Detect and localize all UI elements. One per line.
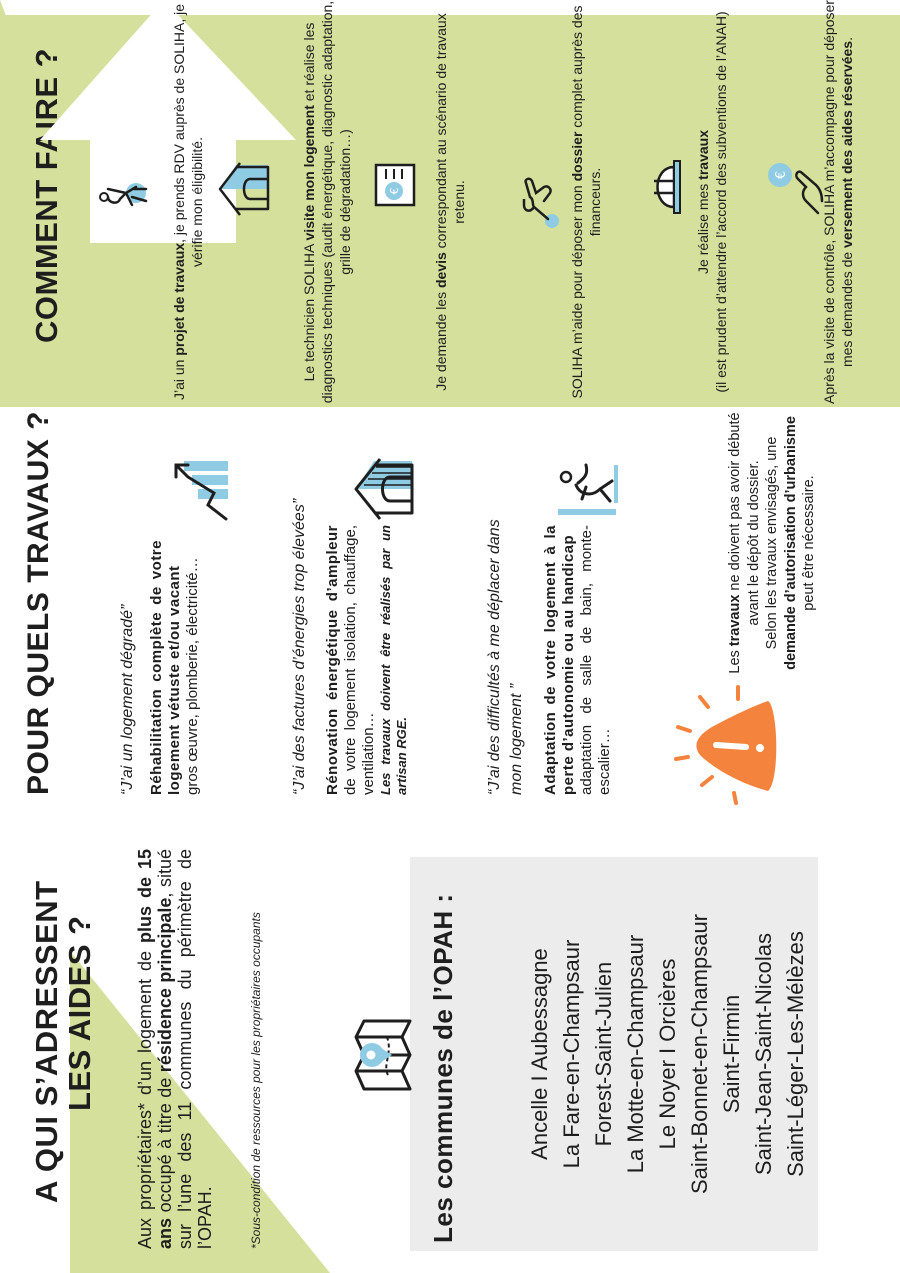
works-item-3-head: Adaptation de votre logement à la perte d’autonomie ou au handicap bbox=[542, 525, 577, 795]
how-step-6: Après la visite de contrôle, SOLIHA m’accompagne pour déposer mes demandes de versement des aides réservées. bbox=[821, 0, 855, 404]
how-step-3: Je demande les devis correspondant au scénario de travaux retenu. bbox=[433, 13, 467, 391]
who-title-line-2: LES AIDES ? bbox=[62, 915, 97, 1111]
works-quote-1: “J’ai un logement dégradé” bbox=[119, 604, 136, 795]
how-title: COMMENT FAIRE ? bbox=[29, 47, 64, 343]
works-item-2-head: Rénovation énergétique d’ampleur bbox=[324, 525, 341, 795]
communes-title: Les communes de l’OPAH : bbox=[428, 893, 458, 1243]
commune-item: Saint-Léger-Les-Mélèzes bbox=[783, 931, 808, 1177]
commune-item: Forest-Saint-Julien bbox=[591, 961, 616, 1147]
who-paragraph: Aux propriétaires* d’un logement de plus de 15 ans occupé à titre de résidence principale, situé sur l’une des 11 communes du périmètre de l’OPAH. bbox=[135, 849, 215, 1249]
commune-item: La Motte-en-Champsaur bbox=[623, 934, 648, 1174]
svg-text:€: € bbox=[388, 187, 401, 195]
how-step-5: Je réalise mes travaux (il est prudent d’attendre l’accord des subventions de l’ANAH) bbox=[695, 11, 729, 393]
commune-item: Saint-Firmin bbox=[719, 994, 744, 1114]
commune-item: Le Noyer I Orcières bbox=[655, 958, 680, 1150]
who-title-line-1: A QUI S’ADRESSENT bbox=[29, 880, 64, 1203]
works-item-3-body: adaptation de salle de bain, monte-escalier… bbox=[578, 525, 613, 795]
how-step-2: Le technicien SOLIHA visite mon logement et réalise les diagnostics techniques (audit énergétique, diagnostic adaptation, grille de dégradation…) bbox=[301, 0, 353, 404]
works-item-1-head: Réhabilitation complète de votre logement vétuste et/ou vacant bbox=[148, 540, 183, 795]
works-warning-text: Les travaux ne doivent pas avoir débuté avant le dépôt du dossier. Selon les travaux envisagés, une demande d’autorisation d’urbanisme peut être nécessaire. bbox=[727, 412, 817, 674]
hand-coin-icon bbox=[762, 155, 828, 221]
works-item-2-rge: Les travaux doivent être réalisés par un artisan RGE. bbox=[378, 525, 409, 795]
house-diagnostic-icon bbox=[214, 161, 272, 219]
how-step-4: SOLIHA m’aide pour déposer mon dossier complet auprès des financeurs. bbox=[569, 5, 603, 399]
works-item-1-body: gros œuvre, plomberie, électricité… bbox=[184, 557, 201, 795]
works-quote-3: “J’ai des difficultés à me déplacer dans mon logement ” bbox=[486, 519, 525, 795]
commune-item: La Fare-en-Champsaur bbox=[559, 939, 584, 1169]
who-footnote: *Sous-condition de ressources pour les propriétaires occupants bbox=[249, 912, 263, 1249]
commune-item: Saint-Bonnet-en-Champsaur bbox=[687, 913, 712, 1195]
how-step-1: J’ai un projet de travaux, je prends RDV auprès de SOLIHA, je vérifie mon éligibilité. bbox=[171, 3, 205, 401]
works-title: POUR QUELS TRAVAUX ? bbox=[22, 411, 55, 795]
hand-pointing-icon bbox=[500, 171, 562, 233]
person-question-icon bbox=[96, 165, 150, 219]
hardhat-icon bbox=[630, 157, 690, 217]
works-quote-2: “J’ai des factures d’énergies trop élevées” bbox=[291, 498, 308, 795]
works-item-2-body: isolation, chauffage, ventilation… bbox=[342, 525, 377, 795]
commune-item: Ancelle I Aubessagne bbox=[527, 948, 552, 1160]
svg-text:€: € bbox=[774, 170, 789, 180]
commune-item: Saint-Jean-Saint-Nicolas bbox=[751, 932, 776, 1176]
works-item-2-head-tail: de votre logement bbox=[342, 668, 359, 795]
document-euro-icon bbox=[370, 159, 420, 209]
